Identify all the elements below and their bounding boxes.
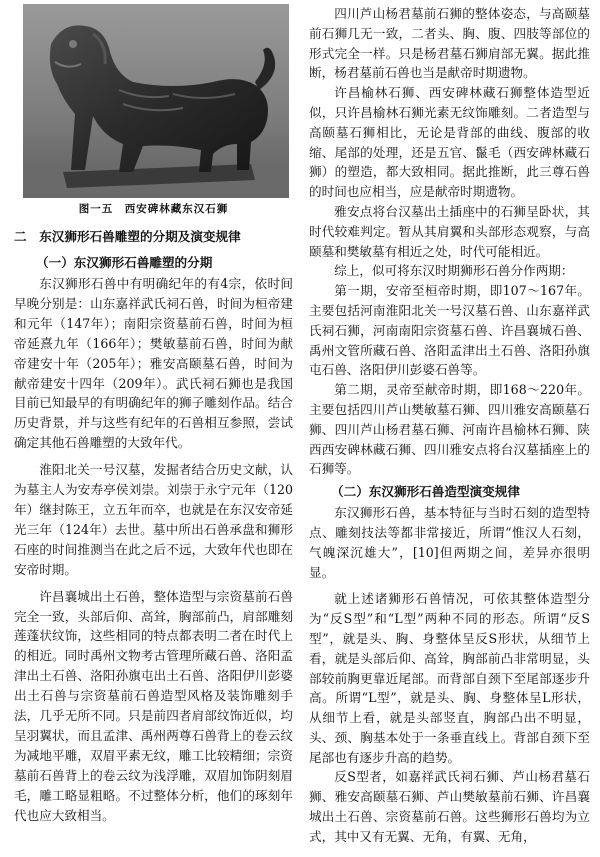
paragraph: 许昌榆林石狮、西安碑林藏石狮整体造型近似，只许昌榆林石狮光素无纹饰雕刻。二者造型与高颐墓石狮相比，无论是背部的曲线、腹部的收缩、尾部的处理，还是五官、鬣毛（西安碑林藏石狮）的塑造，都大致相同。据此推断，此三尊石兽的时间也应相当，应是献帝时期遗物。	[309, 85, 590, 200]
section-heading: 二 东汉狮形石兽雕塑的分期及演变规律	[14, 229, 241, 244]
paragraph: 雅安点将台汉墓出土插座中的石狮呈卧状，其时代较难判定。暂从其肩翼和头部形态观察，与高颐墓和樊敏墓有相近之处，时代可能相近。	[309, 203, 590, 259]
paragraph: 反S型者，如嘉祥武氏祠石狮、芦山杨君墓石狮、雅安高颐墓石狮、芦山樊敏墓前石狮、许昌襄城出土石兽、宗资墓前石兽。这些狮形石兽均为立式，其中又有无翼、无角，有翼、无角，	[309, 769, 590, 844]
right-column	[309, 4, 590, 847]
paragraph: 第二期，灵帝至献帝时期，即168～220年。主要包括四川芦山樊敏墓石狮、四川雅安高颐墓石狮、四川芦山杨君墓石狮、河南许昌榆林石狮、陕西西安碑林藏石狮、四川雅安点将台汉墓插座上的石狮等。	[309, 382, 590, 477]
paragraph: 就上述诸狮形石兽情况，可依其整体造型分为“反S型”和“L型”两种不同的形态。所谓“反S型”，就是头、胸、身整体呈反S形状，从细节上看，就是头部后仰、高耸，胸部前凸非常明显，头部较前胸更靠近尾部。而背部自颈下至尾部逐步升高。所谓“L型”，就是头、胸、身整体呈L形状，从细节上看，就是头部竖直，胸部凸出不明显，头、颈、胸基本处于一条垂直线上。背部自颈下至尾部也有逐步升高的趋势。	[309, 591, 590, 765]
subsection-heading-evolution: （二）东汉狮形石兽造型演变规律	[331, 484, 520, 500]
paragraph: 综上，似可将东汉时期狮形石兽分作两期：	[334, 263, 574, 279]
paragraph: 东汉狮形石兽，基本特征与当时石刻的造型特点、雕刻技法等都非常接近，所谓“惟汉人石刻，气魄深沉雄大”，[10]但两期之间，差异亦很明显。	[309, 505, 590, 580]
paragraph: 许昌襄城出土石兽，整体造型与宗资墓前石兽完全一致，头部后仰、高耸，胸部前凸，肩部雕刻莲蓬状纹饰，这些相同的特点都表明二者在时代上的相近。同时禹州文物考古管理所藏石兽、洛阳孟津出土石兽、洛阳孙旗屯出土石兽、洛阳伊川彭婆出土石兽与宗资墓前石兽造型风格及装饰雕刻手法，几乎无所不同。只是前四者肩部纹饰近似，均呈羽翼状，而且孟津、禹州两尊石兽背上的卷云纹为减地平雕，双眉平素无纹，雕工比较精细；宗资墓前石兽背上的卷云纹为浅浮雕，双眉加饰阴刻眉毛，雕工略显粗略。不过整体分析，他们的琢刻年代也应大致相当。	[14, 588, 293, 823]
paragraph: 第一期，安帝至桓帝时期，即107～167年。主要包括河南淮阳北关一号汉墓石兽、山东嘉祥武氏祠石狮，河南南阳宗资墓石兽、许昌襄城石兽、禹州文管所藏石兽、洛阳孟津出土石兽、洛阳孙旗屯石兽、洛阳伊川彭婆石兽等。	[309, 283, 590, 378]
paragraph: 东汉狮形石兽中有明确纪年的有4宗，依时间早晚分别是：山东嘉祥武氏祠石兽，时间为桓帝建和元年（147年）；南阳宗资墓前石兽，时间为桓帝延熹九年（166年）；樊敏墓前石兽，时间为献帝建安十年（205年）；雅安高颐墓石兽，时间为献帝建安十四年（209年）。武氏祠石狮也是我国目前已知最早的有明确纪年的狮子雕刻作品。结合历史背景，并与这些有纪年的石兽相互参照，尝试确定其他石兽雕塑的大致年代。	[14, 276, 293, 451]
figure-caption: 图一五 西安碑林藏东汉石狮	[78, 203, 229, 215]
paragraph: 四川芦山杨君墓前石狮的整体姿态，与高颐墓前石狮几无一致，二者头、胸、腹、四肢等部位的形式完全一样。只是杨君墓石狮肩部无翼。据此推断，杨君墓前石兽也当是献帝时期遗物。	[309, 6, 590, 81]
left-column	[14, 4, 293, 825]
stone-lion-photo-icon	[23, 4, 289, 198]
subsection-heading-periods: （一）东汉狮形石兽雕塑的分期	[36, 255, 213, 270]
paragraph: 淮阳北关一号汉墓，发掘者结合历史文献，认为墓主人为安寿亭侯刘崇。刘崇于永宁元年（120年）继封陈王，立五年而卒，也就是在东汉安帝延光三年（124年）去世。墓中所出石兽承盘和狮形石座的时间推测当在此之后不远，大致年代也即在安帝时期。	[14, 462, 293, 577]
figure-photo	[23, 4, 289, 198]
